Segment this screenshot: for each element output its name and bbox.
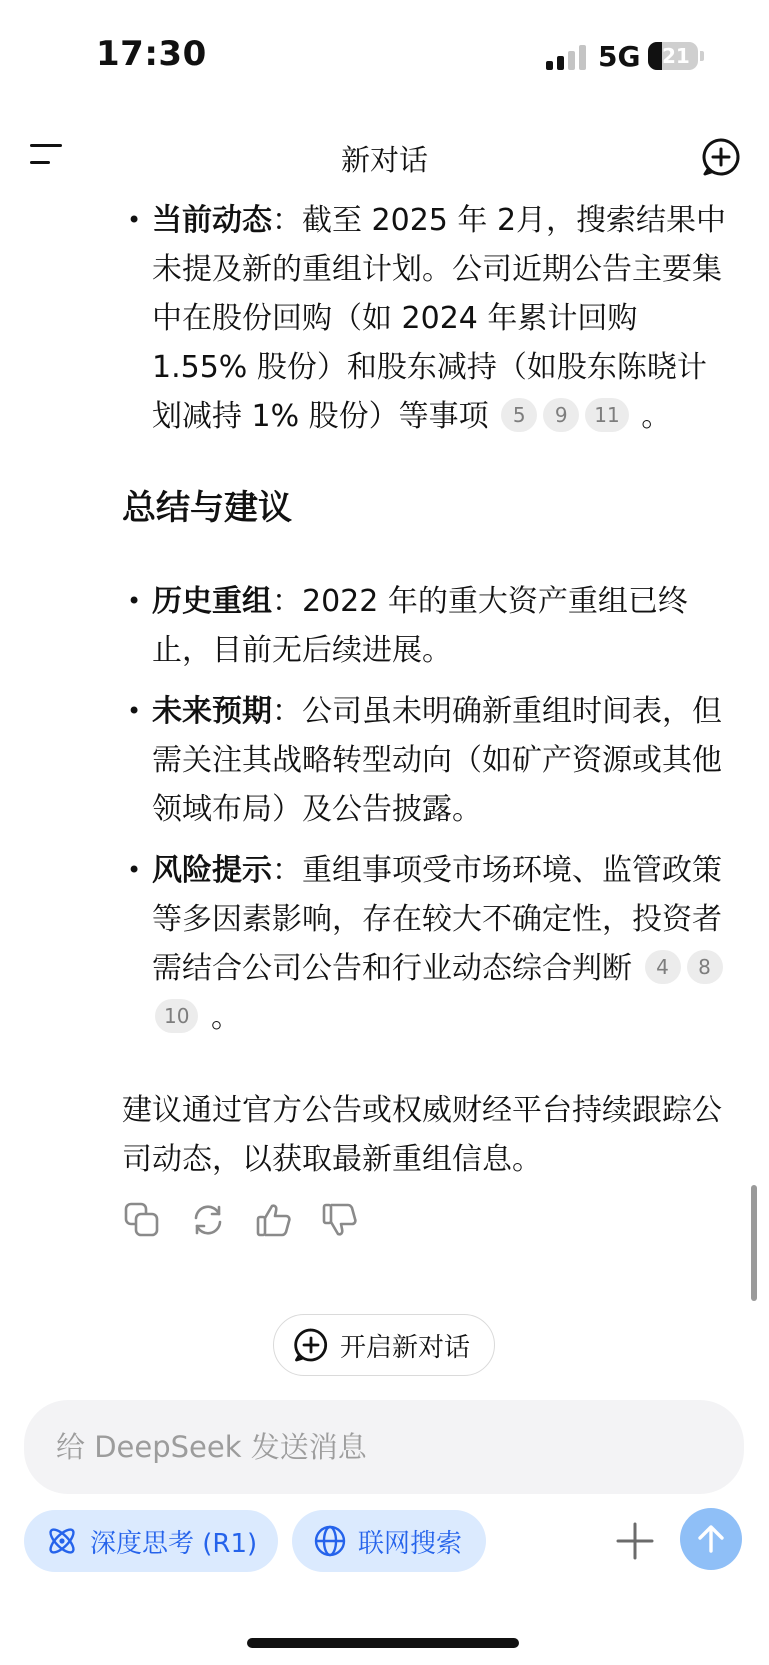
answer-content <box>122 196 732 1184</box>
citation-badge[interactable]: 11 <box>585 398 628 432</box>
status-time: 17:30 <box>96 34 207 74</box>
thumbs-down-icon[interactable] <box>320 1200 360 1240</box>
page-title: 新对话 <box>340 143 428 177</box>
scrollbar[interactable] <box>751 1185 757 1301</box>
citation-badge[interactable]: 4 <box>645 950 681 984</box>
bullet-text: ：2022 年的重大资产重组已终止，目前无后续进展。 <box>152 584 688 668</box>
closing-paragraph: 建议通过官方公告或权威财经平台持续跟踪公司动态，以获取最新重组信息。 <box>122 1093 722 1177</box>
list-item <box>122 846 732 1042</box>
deep-think-label: 深度思考 (R1) <box>90 1528 258 1559</box>
bullet-end: 。 <box>211 1000 241 1035</box>
bullet-text: ：公司虽未明确新重组时间表，但需关注其战略转型动向（如矿产资源或其他领域布局）及公告披露。 <box>152 694 722 827</box>
new-chat-label: 开启新对话 <box>340 1332 471 1363</box>
bullet-text: ：截至 2025 年 2月，搜索结果中未提及新的重组计划。公司近期公告主要集中在股份回购（如 2024 年累计回购1.55% 股份）和股东减持（如股东陈晓计划减持 1% 股份）等事项 <box>152 203 727 434</box>
thumbs-up-icon[interactable] <box>254 1200 294 1240</box>
citation-badge[interactable]: 10 <box>155 999 198 1033</box>
bullet-end: 。 <box>641 399 672 434</box>
home-indicator[interactable] <box>247 1638 519 1648</box>
section-heading: 总结与建议 <box>122 488 292 528</box>
deep-think-toggle[interactable] <box>24 1510 278 1572</box>
citation-badge[interactable]: 8 <box>687 950 723 984</box>
composer <box>24 1400 744 1494</box>
battery-level: 21 <box>662 44 690 68</box>
copy-icon[interactable] <box>122 1200 162 1240</box>
bullet-term: 未来预期 <box>152 694 272 729</box>
list-item <box>122 687 732 834</box>
signal-icon <box>546 44 588 70</box>
atom-icon <box>44 1523 80 1559</box>
attach-plus-icon[interactable] <box>612 1518 658 1564</box>
regenerate-icon[interactable] <box>188 1200 228 1240</box>
battery-icon <box>648 42 698 70</box>
list-item <box>122 577 732 675</box>
message-actions <box>122 1200 382 1242</box>
plus-circle-icon <box>292 1326 330 1364</box>
bullet-term: 风险提示 <box>152 853 272 888</box>
network-label: 5G <box>598 40 641 73</box>
citation-badge[interactable]: 9 <box>543 398 579 432</box>
globe-icon <box>312 1523 348 1559</box>
bullet-text: ：重组事项受市场环境、监管政策等多因素影响，存在较大不确定性，投资者需结合公司公告和行业动态综合判断 <box>152 853 722 986</box>
arrow-up-icon <box>694 1522 728 1556</box>
new-chat-icon[interactable] <box>700 136 742 178</box>
citation-badge[interactable]: 5 <box>501 398 537 432</box>
send-button[interactable] <box>680 1508 742 1570</box>
web-search-label: 联网搜索 <box>358 1528 463 1559</box>
list-item <box>122 196 732 441</box>
message-input[interactable] <box>56 1422 696 1472</box>
bullet-term: 当前动态 <box>152 203 272 238</box>
new-chat-button[interactable] <box>273 1314 495 1376</box>
web-search-toggle[interactable] <box>292 1510 486 1572</box>
bullet-term: 历史重组 <box>152 584 272 619</box>
